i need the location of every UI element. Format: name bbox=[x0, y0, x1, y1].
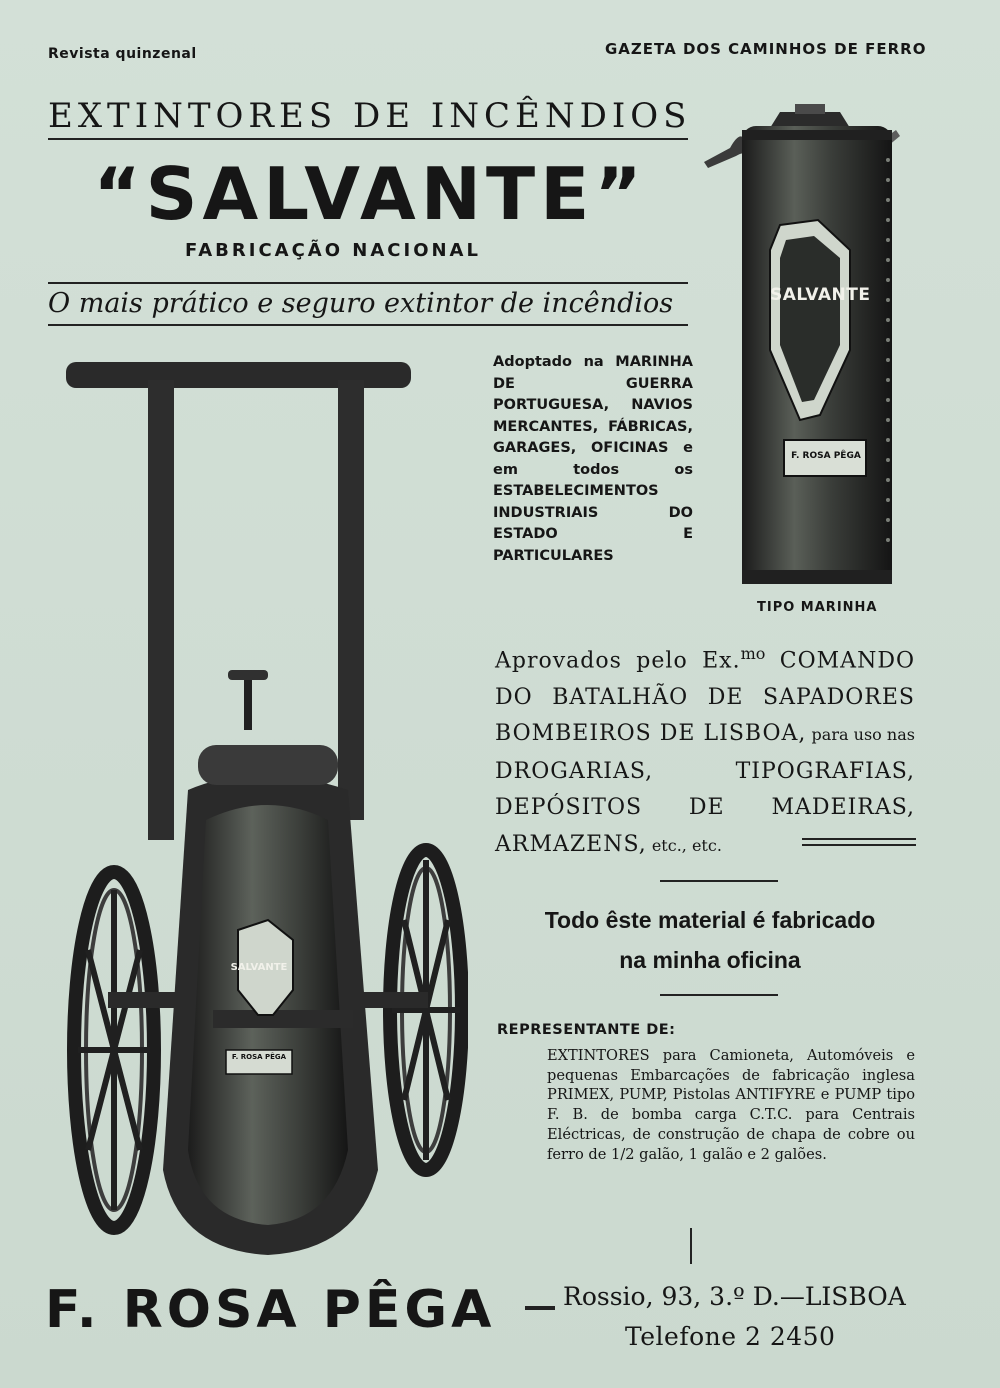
fabricado-line-2: na minha oficina bbox=[619, 947, 801, 973]
representative-label: REPRESENTANTE DE: bbox=[497, 1022, 676, 1038]
headline-rule bbox=[48, 138, 688, 140]
adopted-text: Adoptado na MARINHA DE GUERRA PORTUGUESA, NAVIOS MERCANTES, FÁBRICAS, GARAGES, OFICINAS e em todos os ESTABELECIMENTOS INDUSTRIAIS DO ESTADO E PARTICULARES bbox=[493, 354, 693, 564]
wheeled-extinguisher-image bbox=[48, 350, 468, 1260]
firm-phone: Telefone 2 2450 bbox=[625, 1322, 836, 1351]
firm-dash bbox=[525, 1306, 555, 1310]
slogan-rule-top bbox=[48, 282, 688, 284]
divider-rule-2 bbox=[802, 844, 916, 846]
divider-rule-lower bbox=[660, 994, 778, 996]
slogan: O mais prático e seguro extintor de incêndios bbox=[48, 288, 674, 319]
divider-rule-1 bbox=[802, 838, 916, 840]
approved-text-5: etc., etc. bbox=[646, 835, 722, 855]
marine-label-brand: SALVANTE bbox=[770, 285, 871, 305]
header-right: GAZETA DOS CAMINHOS DE FERRO bbox=[605, 40, 927, 58]
ad-headline: EXTINTORES DE INCÊNDIOS bbox=[48, 96, 692, 136]
approved-text bbox=[495, 636, 915, 864]
slogan-rule-bottom bbox=[48, 324, 688, 326]
vertical-mark bbox=[690, 1228, 692, 1264]
marine-extinguisher-image bbox=[700, 100, 910, 592]
fabricado-line-1: Todo êste material é fabricado bbox=[544, 907, 876, 933]
approved-text-2: COMANDO DO BATALHÃO DE SAPADORES BOMBEIROS DE LISBOA, bbox=[495, 648, 915, 747]
marine-caption: TIPO MARINHA bbox=[757, 600, 878, 615]
approved-text-4: DROGARIAS, TIPOGRAFIAS, DEPÓSITOS DE MADEIRAS, ARMAZENS, bbox=[495, 758, 915, 857]
wheeled-label-maker: F. ROSA PÊGA bbox=[231, 1053, 287, 1061]
brand-subtitle: FABRICAÇÃO NACIONAL bbox=[185, 240, 481, 261]
approved-text-1: Aprovados pelo Ex. bbox=[495, 648, 741, 674]
representative-body: EXTINTORES para Camioneta, Automóveis e pequenas Embarcações de fabricação inglesa PRIMEX, PUMP, Pistolas ANTIFYRE e PUMP tipo F. B. de bomba carga C.T.C. para Centrais Eléctricas, de construção de chapa de cobre ou ferro de 1/2 galão, 1 galão e 2 galões. bbox=[547, 1047, 915, 1163]
header-left: Revista quinzenal bbox=[48, 46, 197, 62]
firm-name: F. ROSA PÊGA bbox=[45, 1280, 496, 1340]
approved-sup: mo bbox=[740, 644, 766, 663]
divider-rule-center bbox=[660, 880, 778, 882]
marine-label-maker: F. ROSA PÊGA bbox=[791, 451, 861, 461]
brand-title: “SALVANTE” bbox=[93, 152, 647, 236]
approved-text-3: para uso nas bbox=[806, 725, 915, 745]
wheeled-label-brand: SALVANTE bbox=[230, 962, 288, 973]
fabricado-text bbox=[500, 900, 920, 980]
firm-address: Rossio, 93, 3.º D.—LISBOA bbox=[563, 1282, 906, 1311]
